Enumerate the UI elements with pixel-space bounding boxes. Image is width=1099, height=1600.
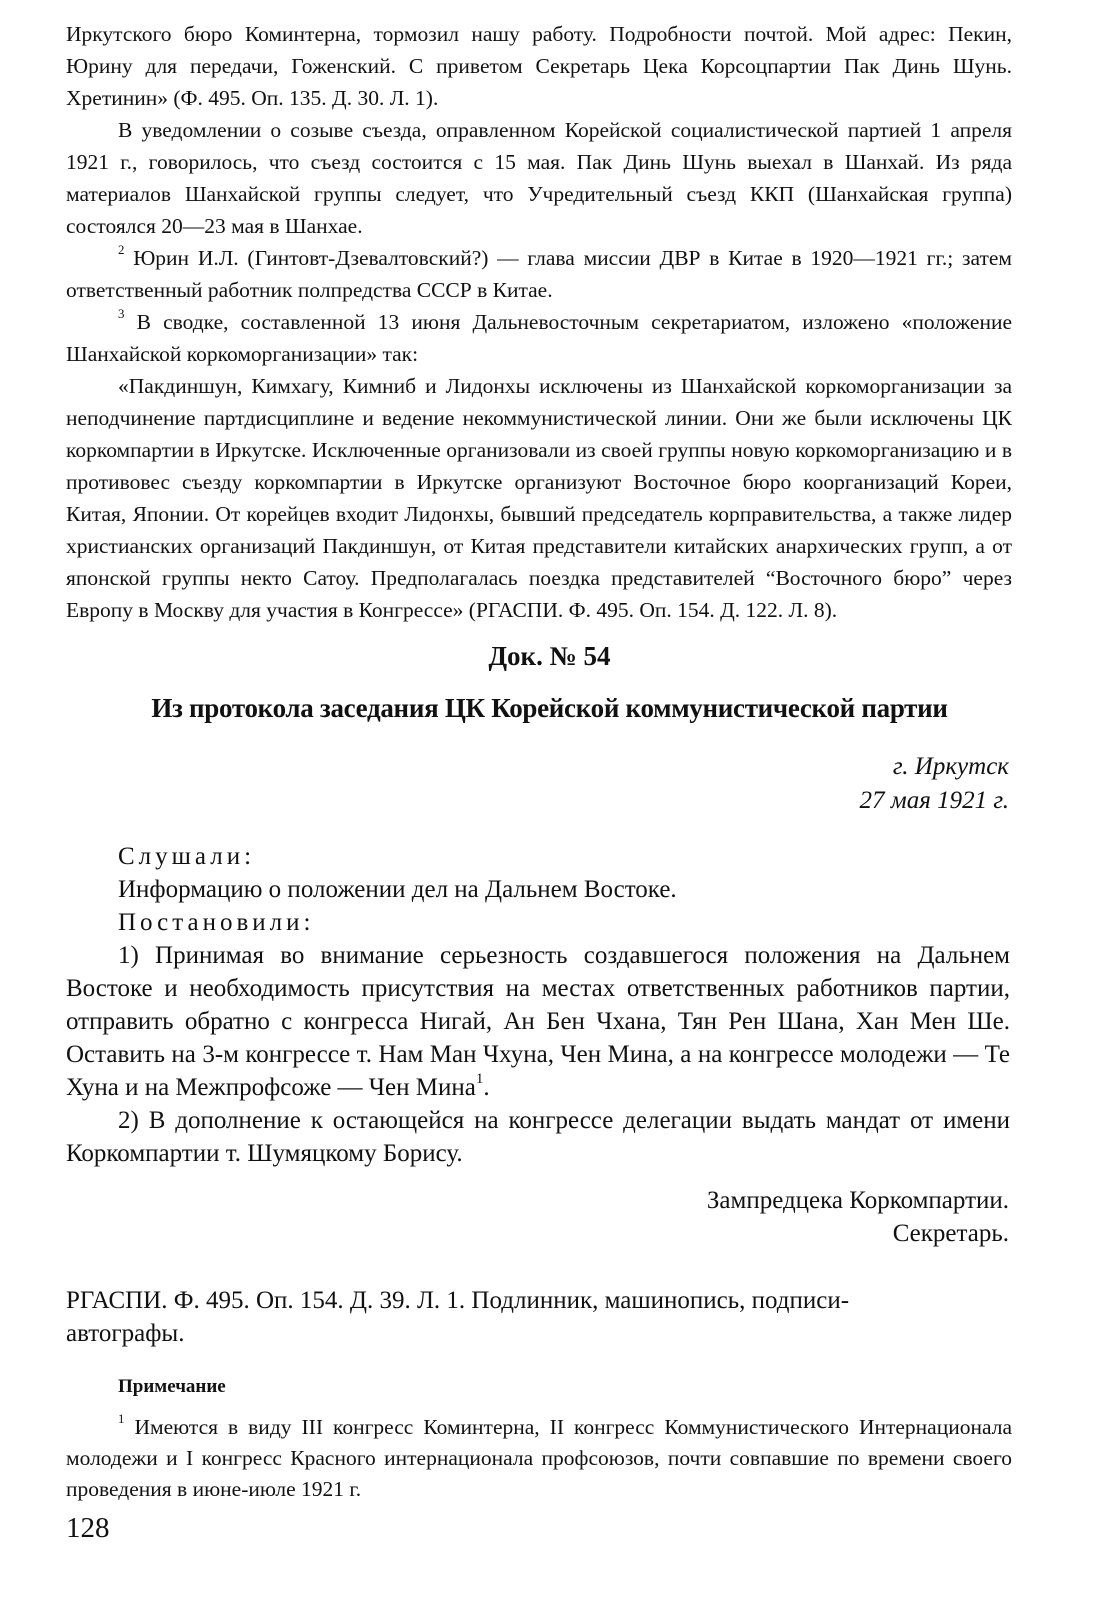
footnote-2-text: Юрин И.Л. (Гинтовт-Дзевалтовский?) — глава миссии ДВР в Китае в 1920—1921 гг.; затем ответственный работник полпредства СССР в Китае. [66,246,1012,302]
decision-item-1-mark: 1 [475,1070,484,1087]
preceding-notes [66,18,1012,626]
footnote-3 [66,306,1012,370]
footnote-3-quote: «Пакдиншун, Кимхагу, Кимниб и Лидонхы исключены из Шанхайской коркоморганизации за неподчинение партдисциплине и ведение некоммунистической линии. Они же были исключены ЦК коркомпартии в Иркутске. Исключенные организовали из своей группы новую коркоморганизацию и в противовес съезду коркомпартии в Иркутске организуют Восточное бюро коорганизаций Кореи, Китая, Японии. От корейцев входит Лидонхы, бывший председатель корправительства, а также лидер христианских организаций Пакдиншун, от Китая представители китайских анархических групп, а от японской группы некто Сатоу. Предполагалась поездка представителей “Восточного бюро” через Европу в Москву для участия в Конгрессе» (РГАСПИ. Ф. 495. Оп. 154. Д. 122. Л. 8). [66,374,1012,622]
document-footnote [66,1412,1012,1505]
place-date [860,750,1010,818]
footnote-1 [66,1412,1012,1505]
document-date: 27 мая 1921 г. [859,787,1009,814]
heard-text: Информацию о положении дел на Дальнем Востоке. [118,876,677,903]
footnote-2 [66,242,1012,306]
protocol-body [66,840,1010,1170]
signature-line-1: Зампредцека Коркомпартии. [706,1187,1009,1214]
heard-label: Слушали: [118,843,256,870]
footnote-1-text: Имеются в виду III конгресс Коминтерна, II конгресс Коммунистического Интернационала молодежи и I конгресс Красного интернационала профсоюзов, почти совпавшие по времени своего проведения в июне-июле 1921 г. [66,1415,1012,1501]
page-number: 128 [66,1512,110,1544]
signature-line-2: Секретарь. [892,1220,1009,1247]
note-paragraph: В уведомлении о созыве съезда, оправленном Корейской социалистической партией 1 апреля 1921 г., говорилось, что съезд состоится с 15 мая. Пак Динь Шунь выехал в Шанхай. Из ряда материалов Шанхайской группы следует, что Учредительный съезд ККП (Шанхайская группа) состоялся 20—23 мая в Шанхае. [66,118,1012,238]
document-place: г. Иркутск [892,753,1009,780]
footnote-3-text: В сводке, составленной 13 июня Дальневосточным секретариатом, изложено «положение Шанхайской коркоморганизации» так: [66,310,1012,366]
note-heading: Примечание [118,1376,226,1397]
signature-block [707,1184,1009,1250]
decision-item-1-end: . [483,1074,490,1101]
footnote-3-mark: 3 [118,307,125,322]
footnote-2-mark: 2 [118,243,125,258]
document-number: Док. № 54 [488,641,611,671]
decision-item-1-text: 1) Принимая во внимание серьезность создавшегося положения на Дальнем Востоке и необходимость присутствия на местах ответственных работников партии, отправить обратно с конгресса Нигай, Ан Бен Чхана, Тян Рен Шана, Хан Мен Ше. Оставить на 3-м конгрессе т. Нам Ман Чхуна, Чен Мина, а на конгрессе молодежи — Те Хуна и на Межпрофсоже — Чен Мина [66,942,1010,1101]
decision-item-2: 2) В дополнение к остающейся на конгрессе делегации выдать мандат от имени Коркомпартии т. Шумяцкому Борису. [66,1107,1010,1167]
decision-item-1 [66,939,1010,1104]
footnote-1-mark: 1 [118,1412,125,1427]
document-title: Из протокола заседания ЦК Корейской коммунистической партии [151,693,948,723]
note-continuation: Иркутского бюро Коминтерна, тормозил нашу работу. Подробности почтой. Мой адрес: Пекин, Юрину для передачи, Гоженский. С приветом Секретарь Цека Корсоцпартии Пак Динь Шунь. Хретинин» (Ф. 495. Оп. 135. Д. 30. Л. 1). [66,22,1012,110]
decided-label: Постановили: [118,909,315,936]
archive-reference: РГАСПИ. Ф. 495. Оп. 154. Д. 39. Л. 1. Подлинник, машинопись, подписи-автографы. [66,1287,850,1347]
